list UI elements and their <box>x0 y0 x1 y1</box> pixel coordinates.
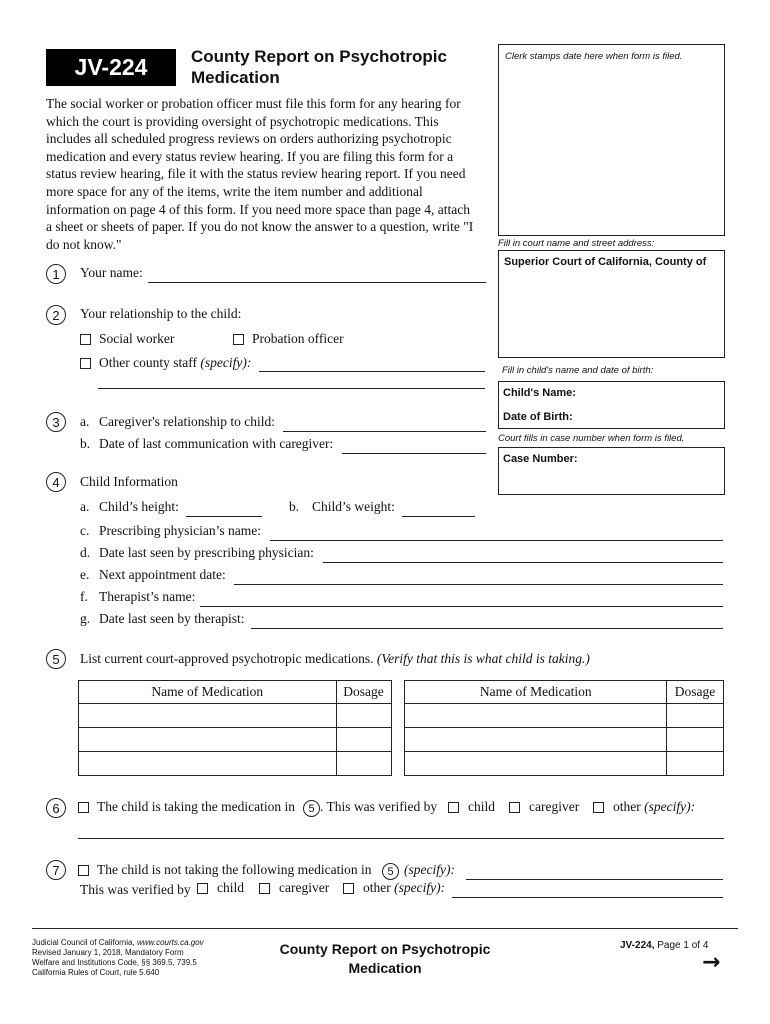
item-4-number: 4 <box>46 472 66 492</box>
therapist-seen-label: Date last seen by therapist: <box>99 611 245 626</box>
probation-officer-label: Probation officer <box>252 331 344 346</box>
dosage-cell[interactable] <box>336 704 391 728</box>
dosage-cell[interactable] <box>667 752 724 776</box>
your-name-field[interactable] <box>148 282 486 283</box>
footer-legal: Judicial Council of California, www.courts.ca.gov Revised January 1, 2018, Mandatory Form Welfare and Institutions Code, §§ 369.5, 739.5 California Rules of Court, rule 5.640 <box>32 938 204 977</box>
item-4e-marker: e. <box>80 567 90 582</box>
verified-caregiver-label: caregiver <box>529 799 580 814</box>
clerk-stamp-note: Clerk stamps date here when form is filed. <box>505 51 683 62</box>
weight-field[interactable] <box>402 516 475 517</box>
medications-table <box>78 680 724 776</box>
next-appointment-field[interactable] <box>234 584 723 585</box>
item-4d-marker: d. <box>80 545 91 560</box>
other-staff-field[interactable] <box>259 371 485 372</box>
item-7-other-checkbox[interactable] <box>343 883 354 894</box>
col-medication-name-2: Name of Medication <box>405 681 667 704</box>
social-worker-checkbox[interactable] <box>80 334 91 345</box>
not-taking-specify-field[interactable] <box>466 879 723 880</box>
item-2-number: 2 <box>46 305 66 325</box>
last-communication-label: Date of last communication with caregiver: <box>99 436 334 451</box>
table-gap <box>391 752 405 776</box>
medication-cell[interactable] <box>79 704 337 728</box>
case-label: Case Number: <box>503 453 578 465</box>
not-taking-specify-label: (specify): <box>404 862 455 877</box>
table-row <box>79 728 724 752</box>
medications-instruction: List current court-approved psychotropic medications. (Verify that this is what child is taking.) <box>80 651 590 666</box>
dosage-cell[interactable] <box>667 704 724 728</box>
taking-medication-text: The child is taking the medication in <box>97 799 295 814</box>
table-gap <box>391 681 405 704</box>
therapist-name-field[interactable] <box>200 606 723 607</box>
item-5-number: 5 <box>46 649 66 669</box>
clerk-stamp-box <box>498 44 725 236</box>
other-staff-label: Other county staff (specify): <box>99 355 252 370</box>
case-hint: Court fills in case number when form is filed. <box>498 433 685 444</box>
instructions-paragraph: The social worker or probation officer must file this form for any hearing for which the court is providing oversight of psychotropic medications. This includes all scheduled progress reviews on orders authorizing psychotropic medication and every status review hearing. If you are filing this form for a status review hearing, file it with the status review hearing report. If you need more space for any of the items, write the item number and additional information on page 4 of this form. If you need more space than page 4, attach a sheet or sheets of paper. If you do not know the answer to a question, write "I do not know." <box>46 96 474 252</box>
item-4g-marker: g. <box>80 611 91 626</box>
item-7-caregiver-label: caregiver <box>279 880 330 895</box>
verified-other-checkbox[interactable] <box>593 802 604 813</box>
child-name-label: Child's Name: <box>503 387 576 399</box>
other-staff-field-line2[interactable] <box>98 388 485 389</box>
child-info-box[interactable] <box>498 381 725 429</box>
item-6-ref-5: 5 <box>303 800 320 817</box>
item-7-other-field[interactable] <box>452 897 723 898</box>
therapist-name-label: Therapist’s name: <box>99 589 196 604</box>
table-row <box>79 752 724 776</box>
medication-cell[interactable] <box>405 704 667 728</box>
form-code-badge <box>46 49 176 86</box>
item-7-number: 7 <box>46 860 66 880</box>
dosage-cell[interactable] <box>336 752 391 776</box>
last-communication-field[interactable] <box>342 453 486 454</box>
court-label: Superior Court of California, County of <box>504 256 707 268</box>
form-title: County Report on Psychotropic Medication <box>191 47 447 87</box>
court-hint: Fill in court name and street address: <box>498 238 655 249</box>
not-taking-medication-checkbox[interactable] <box>78 865 89 876</box>
not-taking-medication-text: The child is not taking the following medication in <box>97 862 372 877</box>
item-3a-marker: a. <box>80 414 90 429</box>
relationship-label: Your relationship to the child: <box>80 306 242 321</box>
item-7-child-label: child <box>217 880 244 895</box>
next-page-arrow-icon[interactable]: → <box>702 950 721 975</box>
footer-divider <box>32 928 738 929</box>
item-7-ref-5: 5 <box>382 863 399 880</box>
taking-medication-checkbox[interactable] <box>78 802 89 813</box>
item-1-number: 1 <box>46 264 66 284</box>
medications-table-header <box>79 681 724 704</box>
dosage-cell[interactable] <box>667 728 724 752</box>
item-7-other-label: other (specify): <box>363 880 446 895</box>
court-name-box[interactable] <box>498 250 725 358</box>
therapist-seen-field[interactable] <box>251 628 723 629</box>
medication-cell[interactable] <box>79 752 337 776</box>
verified-by-text: . This was verified by <box>320 799 438 814</box>
col-dosage-1: Dosage <box>336 681 391 704</box>
child-hint: Fill in child's name and date of birth: <box>502 365 654 376</box>
item-6-number: 6 <box>46 798 66 818</box>
item-7-caregiver-checkbox[interactable] <box>259 883 270 894</box>
next-appointment-label: Next appointment date: <box>99 567 226 582</box>
social-worker-label: Social worker <box>99 331 175 346</box>
your-name-label: Your name: <box>80 265 143 280</box>
height-field[interactable] <box>186 516 262 517</box>
col-dosage-2: Dosage <box>667 681 724 704</box>
dosage-cell[interactable] <box>336 728 391 752</box>
height-label: Child’s height: <box>99 499 179 514</box>
caregiver-relationship-field[interactable] <box>283 431 486 432</box>
child-info-label: Child Information <box>80 474 178 489</box>
item-4f-marker: f. <box>80 589 88 604</box>
physician-name-label: Prescribing physician’s name: <box>99 523 261 538</box>
col-medication-name-1: Name of Medication <box>79 681 337 704</box>
case-number-box[interactable] <box>498 447 725 495</box>
physician-name-field[interactable] <box>270 540 723 541</box>
table-gap <box>391 704 405 728</box>
verified-caregiver-checkbox[interactable] <box>509 802 520 813</box>
item-4a-marker: a. <box>80 499 90 514</box>
item-3b-marker: b. <box>80 436 91 451</box>
physician-seen-field[interactable] <box>323 562 723 563</box>
dob-label: Date of Birth: <box>503 411 573 423</box>
item-4b-marker: b. <box>289 499 300 514</box>
other-staff-checkbox[interactable] <box>80 358 91 369</box>
weight-label: Child’s weight: <box>312 499 395 514</box>
medication-cell[interactable] <box>405 752 667 776</box>
item-7-verified-label: This was verified by <box>80 882 191 897</box>
item-3-number: 3 <box>46 412 66 432</box>
verified-child-label: child <box>468 799 495 814</box>
caregiver-relationship-label: Caregiver's relationship to child: <box>99 414 276 429</box>
medication-cell[interactable] <box>405 728 667 752</box>
item-7-child-checkbox[interactable] <box>197 883 208 894</box>
table-row <box>79 704 724 728</box>
probation-officer-checkbox[interactable] <box>233 334 244 345</box>
item-4c-marker: c. <box>80 523 90 538</box>
medication-cell[interactable] <box>79 728 337 752</box>
verified-child-checkbox[interactable] <box>448 802 459 813</box>
table-gap <box>391 728 405 752</box>
item-6-specify-field[interactable] <box>78 838 724 839</box>
page-number: JV-224, Page 1 of 4 <box>620 940 709 951</box>
physician-seen-label: Date last seen by prescribing physician: <box>99 545 314 560</box>
form-code: JV-224 <box>74 54 148 80</box>
footer-title: County Report on Psychotropic Medication <box>279 941 491 976</box>
verified-other-label: other (specify): <box>613 799 696 814</box>
